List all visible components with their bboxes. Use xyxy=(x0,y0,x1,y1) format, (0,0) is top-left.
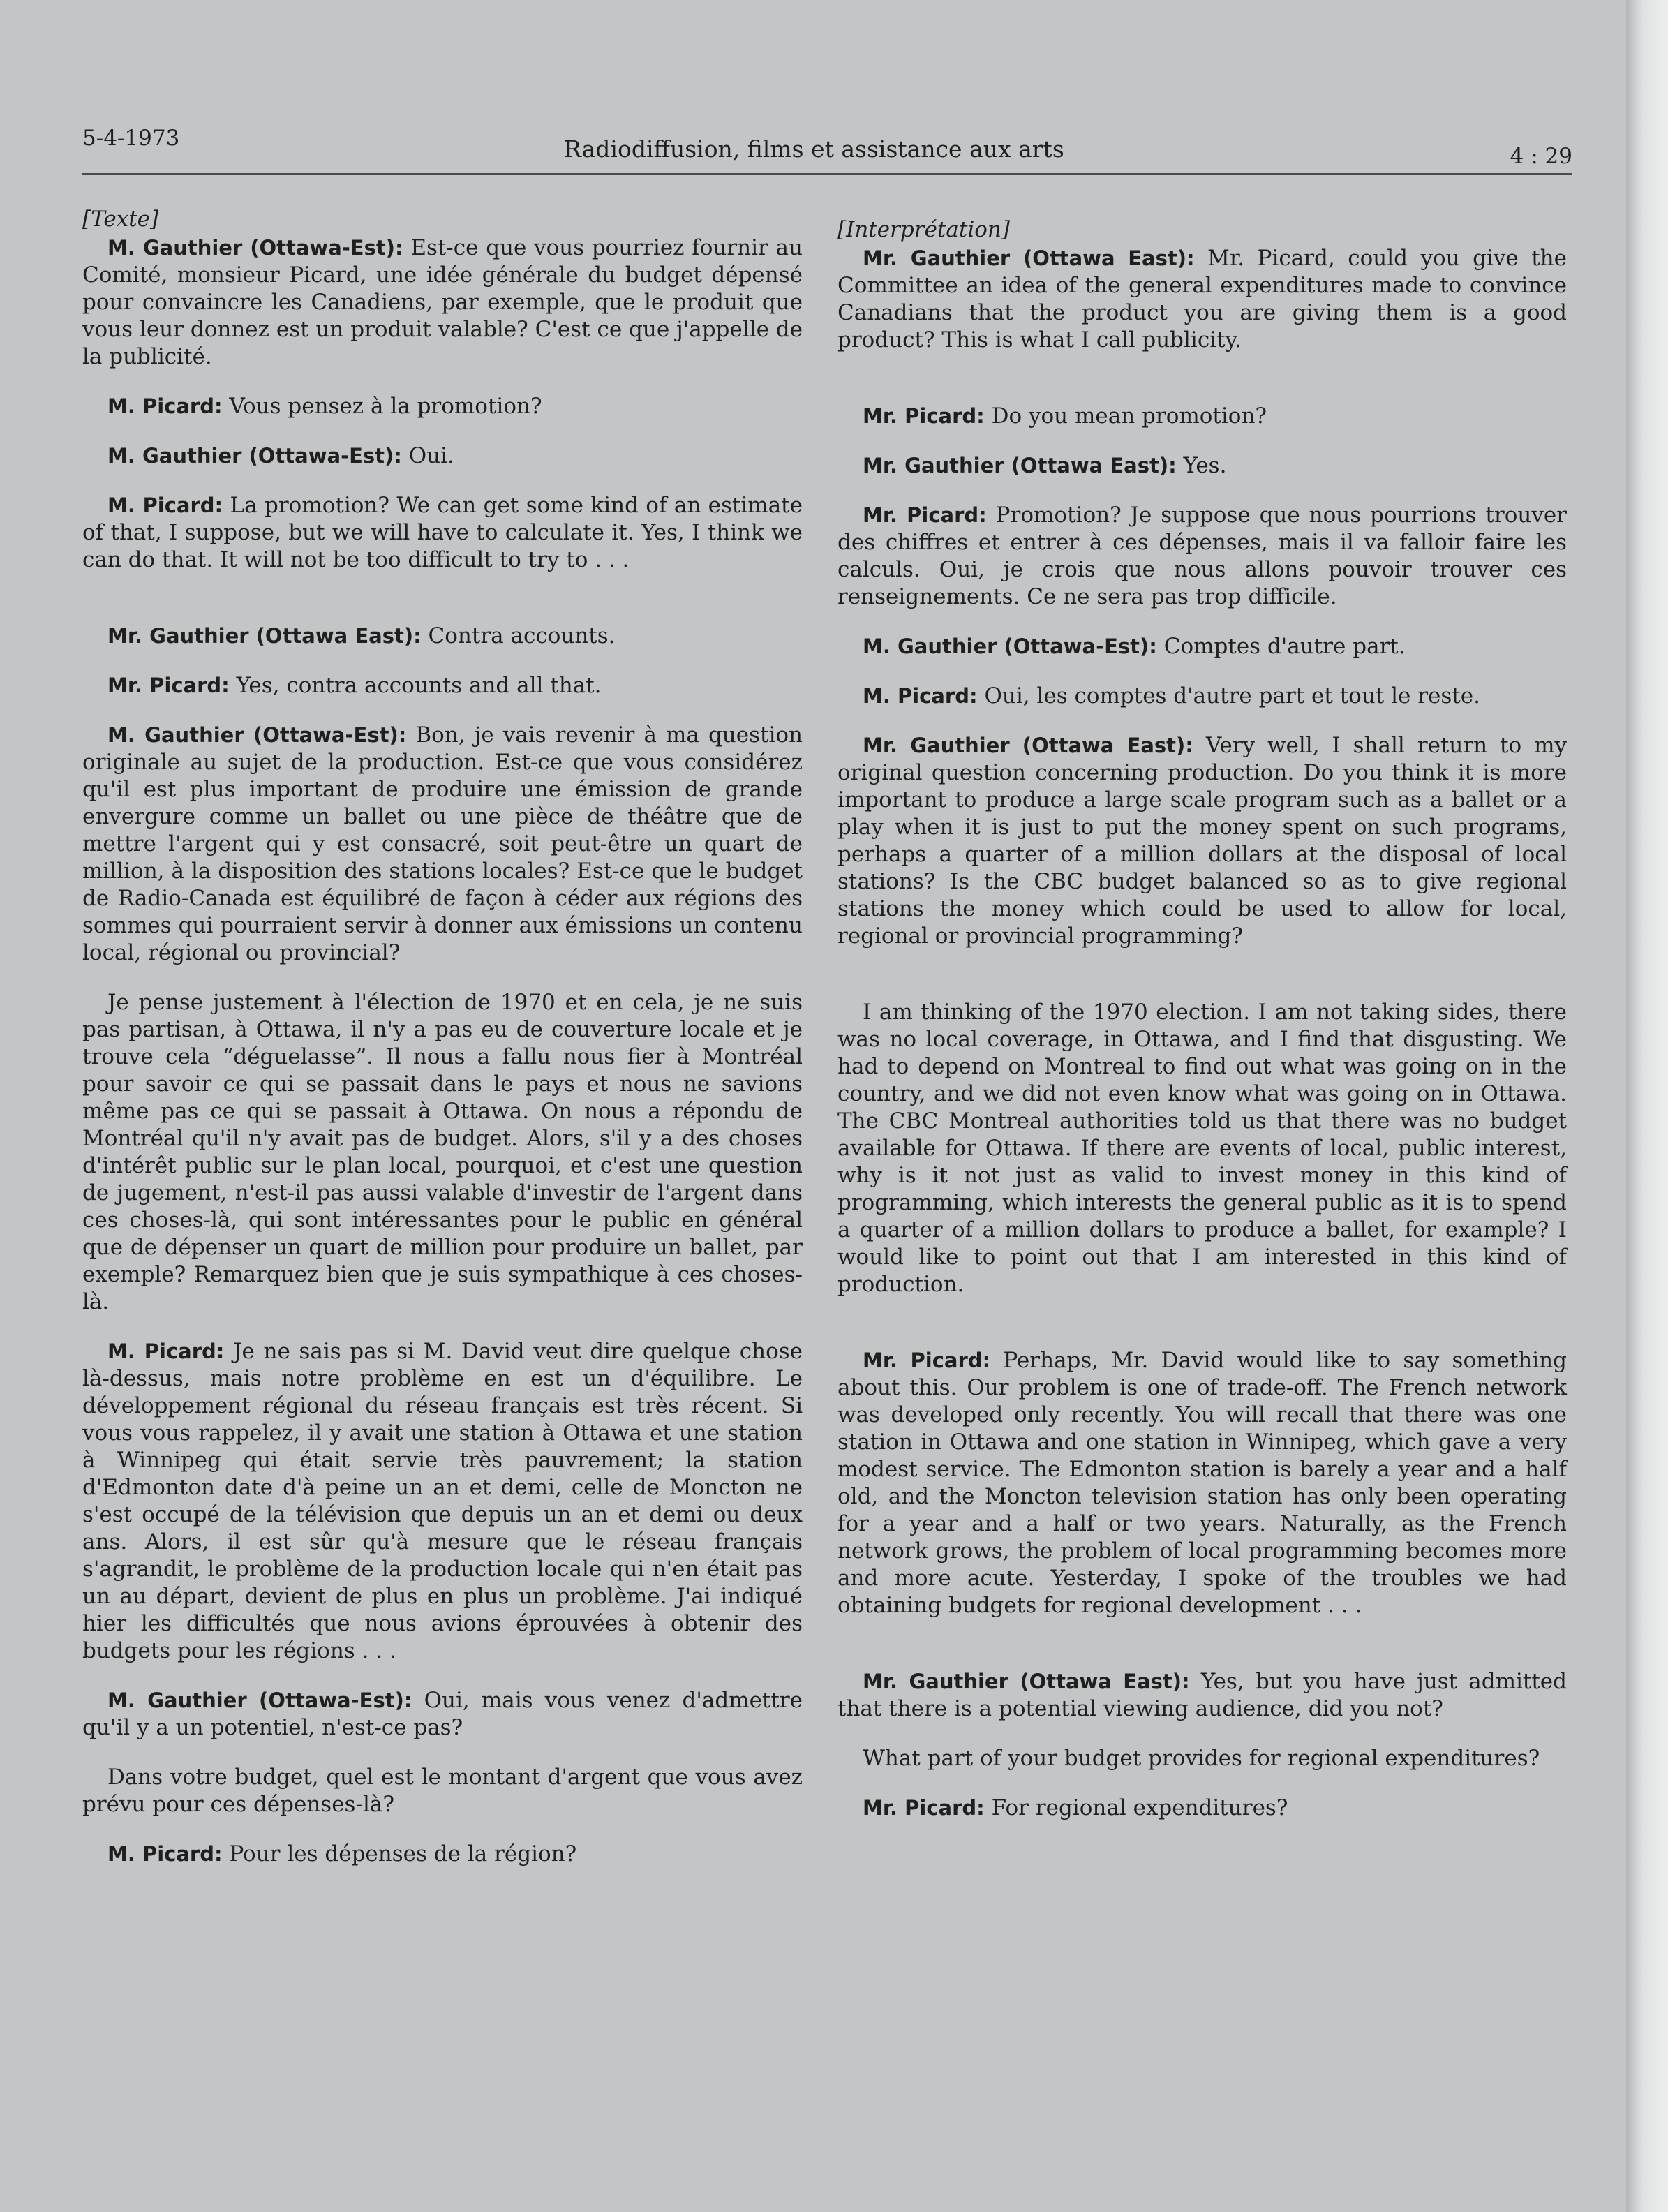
paragraph-text: Dans votre budget, quel est le montant d'argent que vous avez prévu pour ces dépenses-là? xyxy=(82,1765,803,1817)
paragraph-text: Yes. xyxy=(1183,453,1227,478)
paragraph-text: Yes, contra accounts and all that. xyxy=(236,673,602,698)
paragraph-text: Oui. xyxy=(408,443,454,468)
speaker-name: Mr. Picard: xyxy=(863,404,985,428)
speaker-name: Mr. Gauthier (Ottawa East): xyxy=(107,624,422,648)
paragraph-text: I am thinking of the 1970 election. I am not taking sides, there was no local coverage, in Ottawa, and I find that disgusting. We had to depend on Montreal to find out what was going on in the country, and we did not even know what was going on in Ottawa. The CBC Montreal authorities told us that there was no budget available for Ottawa. If there are events of local, public interest, why is it not just as valid to invest money in this kind of programming, which interests the general public as it is to spend a quarter of a million dollars to produce a ballet, for example? I would like to point out that I am interested in this kind of production. xyxy=(837,1000,1567,1297)
paragraph xyxy=(82,235,803,371)
speaker-name: M. Gauthier (Ottawa-Est): xyxy=(863,634,1157,658)
paragraph xyxy=(82,1841,803,1868)
speaker-name: M. Picard: xyxy=(107,1842,223,1866)
paragraph xyxy=(82,1764,803,1818)
header-date: 5-4-1973 xyxy=(82,126,180,151)
paragraph-text: Bon, je vais revenir à ma question originale au sujet de la production. Est-ce que vous considérez qu'il est plus important de produire une émission de grande envergure comme un ballet ou une pièce de théâtre que de mettre l'argent qui y est consacré, soit peut-être un quart de million, à la disposition des stations locales? Est-ce que le budget de Radio-Canada est équilibré de façon à céder aux régions des sommes qui pourraient servir à donner aux émissions un contenu local, régional ou provincial? xyxy=(82,722,803,965)
paragraph xyxy=(837,502,1567,611)
speaker-name: Mr. Gauthier (Ottawa East): xyxy=(863,454,1177,477)
paragraph-text: Perhaps, Mr. David would like to say something about this. Our problem is one of trade-off. The French network was developed only recently. You will recall that there was one station in Ottawa and one station in Winnipeg, which gave a very modest service. The Edmonton station is barely a year and a half old, and the Moncton television station has only been operating for a year and a half or two years. Naturally, as the French network grows, the problem of local programming becomes more and more acute. Yesterday, I spoke of the troubles we had obtaining budgets for regional development . . . xyxy=(837,1348,1567,1618)
paragraph-text: Promotion? Je suppose que nous pourrions trouver des chiffres et entrer à ces dépenses, mais il va falloir faire les calculs. Oui, je crois que nous allons pouvoir trouver ces renseignements. Ce ne sera pas trop difficile. xyxy=(837,503,1568,609)
page-edge xyxy=(1626,0,1668,2212)
speaker-name: Mr. Picard: xyxy=(863,503,987,527)
speaker-name: M. Gauthier (Ottawa-Est): xyxy=(107,444,402,468)
paragraph-text: La promotion? We can get some kind of an estimate of that, I suppose, but we will have to calculate it. Yes, I think we can do that. It will not be too difficult to try to . . . xyxy=(82,493,803,572)
paragraph-text: Oui, mais vous venez d'admettre qu'il y a un potentiel, n'est-ce pas? xyxy=(82,1688,803,1740)
paragraph xyxy=(837,999,1567,1298)
paragraph xyxy=(82,492,803,574)
paragraph xyxy=(82,989,803,1316)
paragraph-text: Very well, I shall return to my original question concerning production. Do you think it is more important to produce a large scale program such as a ballet or a play when it is just to put the money spent on such programs, perhaps a quarter of a million dollars at the disposal of local stations? Is the CBC budget balanced so as to give regional stations the money which could be used to allow for local, regional or provincial programming? xyxy=(837,733,1568,949)
paragraph xyxy=(837,1347,1567,1619)
paragraph xyxy=(82,443,803,470)
speaker-name: Mr. Picard: xyxy=(107,674,230,697)
paragraph xyxy=(82,623,803,650)
paragraph-text: Yes, but you have just admitted that there is a potential viewing audience, did you not? xyxy=(837,1669,1567,1721)
paragraph xyxy=(837,1668,1567,1723)
speaker-name: Mr. Gauthier (Ottawa East): xyxy=(863,734,1193,757)
paragraph xyxy=(837,403,1567,430)
paragraph-text: Mr. Picard, could you give the Committee an idea of the general expenditures made to convince Canadians that the product you are giving them is a good product? This is what I call publicity. xyxy=(837,246,1567,352)
paragraph-text: Est-ce que vous pourriez fournir au Comité, monsieur Picard, une idée générale du budget dépensé pour convaincre les Canadiens, par exemple, que le produit que vous leur donnez est un produit valable? C'est ce que j'appelle de la publicité. xyxy=(82,235,803,369)
speaker-name: Mr. Gauthier (Ottawa East): xyxy=(863,246,1195,270)
paragraph-text: Vous pensez à la promotion? xyxy=(229,394,542,419)
paragraph-text: For regional expenditures? xyxy=(991,1795,1288,1820)
section-label-interpretation: [Interprétation] xyxy=(837,217,1010,242)
paragraph-text: Je pense justement à l'élection de 1970 et en cela, je ne suis pas partisan, à Ottawa, il n'y a pas eu de couverture locale et je trouve cela “déguelasse”. Il nous a fallu nous fier à Montréal pour savoir ce qui se passait dans le pays et nous ne savions même pas ce qui se passait à Ottawa. On nous a répondu de Montréal qu'il n'y avait pas de budget. Alors, s'il y a des choses d'intérêt public sur le plan local, pourquoi, et c'est une question de jugement, n'est-il pas aussi valable d'investir de l'argent dans ces choses-là, qui sont intéressantes pour le public en général que de dépenser un quart de million pour produire un ballet, par exemple? Remarquez bien que je suis sympathique à ces choses-là. xyxy=(82,990,803,1314)
speaker-name: M. Picard: xyxy=(863,684,978,708)
paragraph xyxy=(82,672,803,699)
paragraph xyxy=(837,245,1567,354)
paragraph xyxy=(837,633,1567,660)
speaker-name: Mr. Gauthier (Ottawa East): xyxy=(863,1670,1190,1693)
paragraph-text: Oui, les comptes d'autre part et tout le reste. xyxy=(984,683,1480,708)
paragraph-text: What part of your budget provides for regional expenditures? xyxy=(863,1746,1540,1771)
paragraph xyxy=(82,393,803,420)
paragraph xyxy=(82,1338,803,1665)
paragraph-text: Contra accounts. xyxy=(428,623,616,648)
right-column-english xyxy=(837,216,1567,1844)
left-column-french xyxy=(82,206,803,1890)
paragraph xyxy=(837,732,1567,950)
paragraph xyxy=(82,1687,803,1742)
paragraph-text: Comptes d'autre part. xyxy=(1163,634,1406,659)
header-title: Radiodiffusion, films et assistance aux arts xyxy=(564,135,1064,163)
paragraph xyxy=(837,452,1567,480)
paragraph-text: Je ne sais pas si M. David veut dire quelque chose là-dessus, mais notre problème en est un d'équilibre. Le développement régional du réseau français est très récent. Si vous vous rappelez, il y avait une station à Ottawa et une station à Winnipeg qui était servie très pauvrement; la station d'Edmonton date d'à peine un an et demi, celle de Moncton ne s'est occupé de la télévision que depuis un an et demi ou deux ans. Alors, il est sûr qu'à mesure que le réseau français s'agrandit, le problème de la production locale qui n'en était pas un au départ, devient de plus en plus un problème. J'ai indiqué hier les difficultés que nous avions éprouvées à obtenir des budgets pour les régions . . . xyxy=(82,1339,803,1663)
speaker-name: M. Gauthier (Ottawa-Est): xyxy=(107,236,403,260)
speaker-name: Mr. Picard: xyxy=(863,1349,991,1372)
speaker-name: M. Picard: xyxy=(107,1339,225,1363)
speaker-name: M. Picard: xyxy=(107,394,223,418)
page-header xyxy=(82,124,1572,175)
speaker-name: Mr. Picard: xyxy=(863,1796,985,1820)
section-label-texte: [Texte] xyxy=(82,207,159,232)
paragraph-text: Do you mean promotion? xyxy=(991,403,1267,429)
speaker-name: M. Picard: xyxy=(107,493,223,517)
paragraph-text: Pour les dépenses de la région? xyxy=(229,1841,577,1866)
speaker-name: M. Gauthier (Ottawa-Est): xyxy=(107,1688,412,1712)
paragraph xyxy=(837,683,1567,710)
paragraph xyxy=(837,1745,1567,1772)
speaker-name: M. Gauthier (Ottawa-Est): xyxy=(107,723,407,747)
paragraph xyxy=(837,1795,1567,1822)
paragraph xyxy=(82,722,803,967)
header-page-number: 4 : 29 xyxy=(1510,144,1572,169)
